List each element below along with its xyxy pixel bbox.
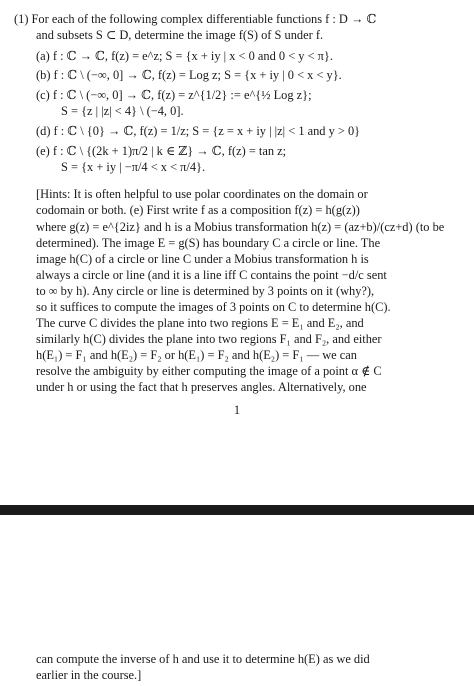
page-separator [0, 505, 474, 515]
problem-intro-line-2: and subsets S ⊂ D, determine the image f(S) of S under f. [36, 28, 324, 42]
continuation-line-2: earlier in the course.] [36, 668, 142, 682]
hints-line-10: similarly h(C) divides the plane into two regions F₁ and F₂, and either [36, 332, 382, 346]
hints-line-1: [Hints: It is often helpful to use polar coordinates on the domain or [36, 187, 368, 201]
hints-line-4: determined). The image E = g(S) has boundary C a circle or line. The [36, 236, 381, 250]
hints-line-6: always a circle or line (and it is a line iff C contains the point −d/c sent [36, 268, 387, 282]
page-number: 1 [233, 403, 241, 417]
continuation-line-1: can compute the inverse of h and use it to determine h(E) as we did [36, 652, 370, 666]
item-c-line-2: S = {z | |z| < 4} \ (−4, 0]. [61, 104, 184, 118]
item-d: (d) f : ℂ \ {0} → ℂ, f(z) = 1/z; S = {z = x + iy | |z| < 1 and y > 0} [36, 124, 361, 138]
item-a: (a) f : ℂ → ℂ, f(z) = e^z; S = {x + iy | x < 0 and 0 < y < π}. [36, 49, 333, 63]
item-c-line-1: (c) f : ℂ \ (−∞, 0] → ℂ, f(z) = z^{1/2} := e^{½ Log z}; [36, 88, 312, 102]
hints-line-13: under h or using the fact that h preserves angles. Alternatively, one [36, 380, 367, 394]
hints-line-3: where g(z) = e^{2iz} and h is a Mobius transformation h(z) = (az+b)/(cz+d) (to be [36, 220, 445, 234]
item-b: (b) f : ℂ \ (−∞, 0] → ℂ, f(z) = Log z; S = {x + iy | 0 < x < y}. [36, 68, 342, 82]
problem-intro-line-1: (1) For each of the following complex differentiable functions f : D → ℂ [14, 12, 377, 26]
hints-line-12: resolve the ambiguity by either computing the image of a point α ∉ C [36, 364, 382, 378]
item-e-line-1: (e) f : ℂ \ {(2k + 1)π/2 | k ∈ ℤ} → ℂ, f(z) = tan z; [36, 144, 287, 158]
hints-line-11: h(E₁) = F₁ and h(E₂) = F₂ or h(E₁) = F₂ and h(E₂) = F₁ — we can [36, 348, 357, 362]
hints-line-8: so it suffices to compute the images of 3 points on C to determine h(C). [36, 300, 391, 314]
hints-line-2: codomain or both. (e) First write f as a composition f(z) = h(g(z)) [36, 203, 360, 217]
hints-line-9: The curve C divides the plane into two regions E = E₁ and E₂, and [36, 316, 364, 330]
item-e-line-2: S = {x + iy | −π/4 < x < π/4}. [61, 160, 206, 174]
hints-line-5: image h(C) of a circle or line C under a Mobius transformation h is [36, 252, 369, 266]
hints-line-7: to ∞ by h). Any circle or line is determined by 3 points on it (why?), [36, 284, 375, 298]
document-page-2 [0, 515, 474, 686]
